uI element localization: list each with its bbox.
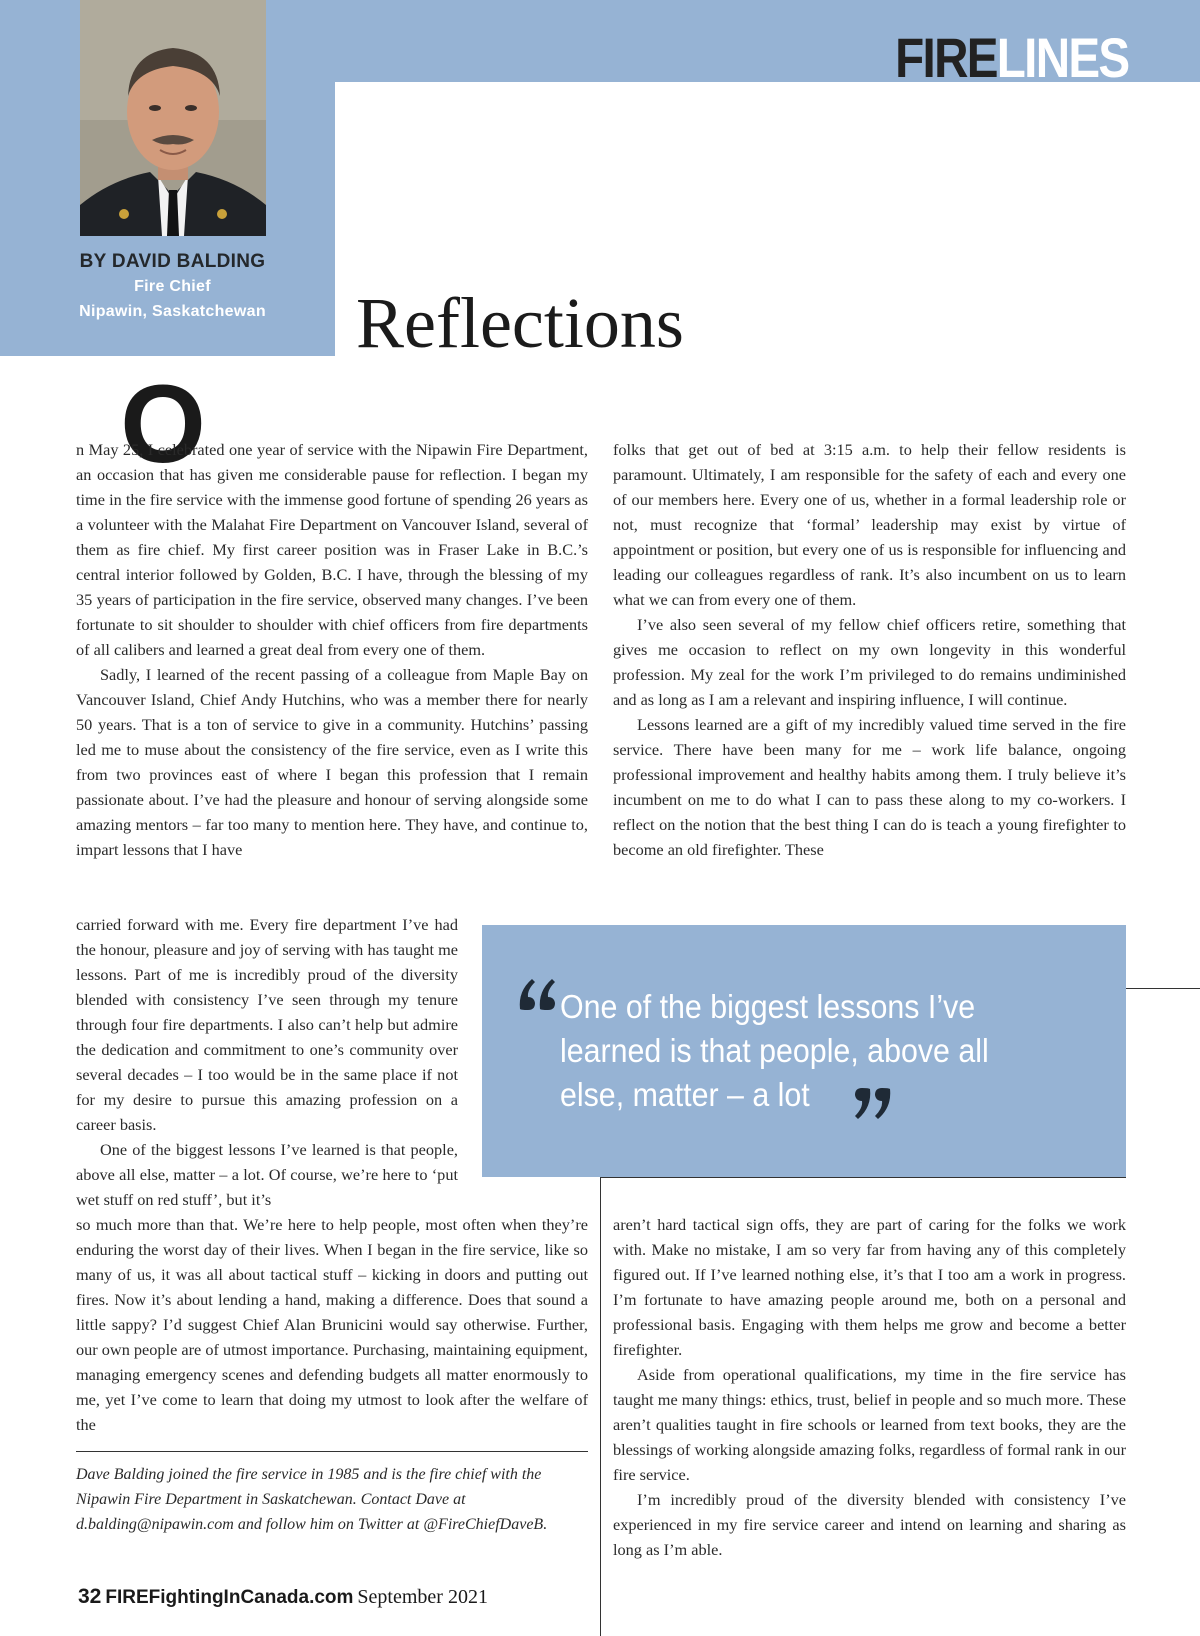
section-tag-dark: FIRE (894, 26, 997, 89)
paragraph: One of the biggest lessons I’ve learned is that people, above all else, matter – a lot. Of course, we’re here to ‘put wet stuff on red stuff’, but it’s (76, 1140, 458, 1209)
paragraph: Aside from operational qualifications, my time in the fire service has taught me many things: ethics, trust, belief in people and so much more. These aren’t qualities taught in fire schools or learned from text books, they are the blessings of working alongside amazing folks, regardless of formal rank in our fire service. (613, 1365, 1126, 1484)
paragraph: I’ve also seen several of my fellow chief officers retire, something that gives me occasion to reflect on my own longevity in this wonderful profession. My zeal for the work I’m privileged to do remains undiminished and as long as I am a relevant and inspiring influence, I will continue. (613, 615, 1126, 709)
close-quote-icon (850, 1085, 894, 1125)
open-quote-icon (516, 973, 560, 1013)
paragraph: carried forward with me. Every fire department I’ve had the honour, pleasure and joy of serving with has taught me lessons. Part of me is incredibly proud of the diversity blended with consistency I’ve seen through my tenure through four fire departments. I also can’t help but admire the dedication and commitment to one’s community over several decades – I too would be in the same place if not for my desire to pursue this amazing profession on a career basis. (76, 915, 458, 1134)
paragraph: I’m incredibly proud of the diversity blended with consistency I’ve experienced in my fire service career and intend on learning and sharing as long as I’m able. (613, 1490, 1126, 1559)
section-tag (895, 28, 1128, 88)
section-tag-light: LINES (996, 26, 1128, 89)
paragraph: n May 25, I celebrated one year of service with the Nipawin Fire Department, an occasion that has given me considerable pause for reflection. I began my time in the fire service with the immense good fortune of spending 26 years as a volunteer with the Malahat Fire Department on Vancouver Island, several of them as fire chief. My first career position was in Fraser Lake in B.C.’s central interior followed by Golden, B.C. I have, through the blessing of my 35 years of participation in the fire service, observed many changes. I’ve been fortunate to sit shoulder to shoulder with chief officers from fire departments of all calibers and learned a great deal from every one of them. (76, 440, 588, 659)
paragraph: Sadly, I learned of the recent passing of a colleague from Maple Bay on Vancouver Island, Chief Andy Hutchins, who was a member there for nearly 50 years. That is a ton of service to give in a community. Hutchins’ passing led me to muse about the consistency of the fire service, even as I write this from two provinces east of where I began this profession that I remain passionate about. I’ve had the pleasure and honour of serving alongside some amazing mentors – far too many to mention here. They have, and continue to, impart lessons that I have (76, 665, 588, 859)
column-left-top (76, 437, 588, 862)
divider-line (1126, 988, 1200, 989)
article-title: Reflections (356, 283, 684, 363)
byline-place: Nipawin, Saskatchewan (79, 303, 266, 320)
divider-line (600, 1177, 1126, 1178)
author-bio: Dave Balding joined the fire service in 1985 and is the fire chief with the Nipawin Fire Department in Saskatchewan. Contact Dave at d.balding@nipawin.com and follow him on Twitter at @FireChiefDaveB. (76, 1466, 548, 1533)
author-photo (80, 0, 266, 236)
paragraph: so much more than that. We’re here to help people, most often when they’re enduring the worst day of their lives. When I began in the fire service, like so many of us, it was all about tactical stuff – kicking in doors and putting out fires. Now it’s about lending a hand, making a difference. Does that sound a little sappy? I’d suggest Chief Alan Brunicini would say otherwise. Further, our own people are of utmost importance. Purchasing, maintaining equipment, managing emergency scenes and defending budgets all matter enormously to me, yet I’ve come to learn that doing my utmost to look after the welfare of the (76, 1215, 588, 1434)
page-footer (78, 1582, 488, 1614)
paragraph: folks that get out of bed at 3:15 a.m. to help their fellow residents is paramount. Ultimately, I am responsible for the safety of each and every one of our members here. Every one of us, whether in a formal leadership role or not, must recognize that ‘formal’ leadership may exist by virtue of appointment or position, but every one of us is responsible for influencing and leading our colleagues regardless of rank. It’s also incumbent on us to learn what we can from every one of them. (613, 440, 1126, 609)
column-right-bottom (613, 1212, 1126, 1562)
column-left-middle (76, 912, 458, 1212)
page-number: 32 (78, 1585, 102, 1608)
footer-site: FIREFightingInCanada.com (105, 1587, 354, 1608)
paragraph: aren’t hard tactical sign offs, they are part of caring for the folks we work with. Make no mistake, I am so very far from having any of this completely figured out. If I’ve learned nothing else, it’s that I too am a work in progress. I’m fortunate to have amazing people around me, both on a personal and professional basis. Engaging with them helps me grow and become a better firefighter. (613, 1215, 1126, 1359)
pull-quote-text: One of the biggest lessons I’ve learned is that people, above all else, matter – a lot (560, 988, 989, 1113)
column-right-top (613, 437, 1126, 862)
column-divider (600, 1177, 601, 1636)
paragraph: Lessons learned are a gift of my incredibly valued time served in the fire service. There have been many for me – work life balance, ongoing professional improvement and healthy habits among them. I truly believe it’s incumbent on me to do what I can to pass these along to my co-workers. I reflect on the notion that the best thing I can do is teach a young firefighter to become an old firefighter. These (613, 715, 1126, 859)
footer-date: September 2021 (357, 1586, 488, 1608)
byline-author: BY DAVID BALDING (79, 251, 266, 272)
author-photo-illustration (80, 0, 266, 236)
byline-role: Fire Chief (134, 278, 211, 295)
column-left-bottom (76, 1212, 588, 1437)
pull-quote (482, 925, 1126, 1177)
drop-cap-letter: O (120, 378, 206, 464)
bio-divider (76, 1451, 588, 1452)
